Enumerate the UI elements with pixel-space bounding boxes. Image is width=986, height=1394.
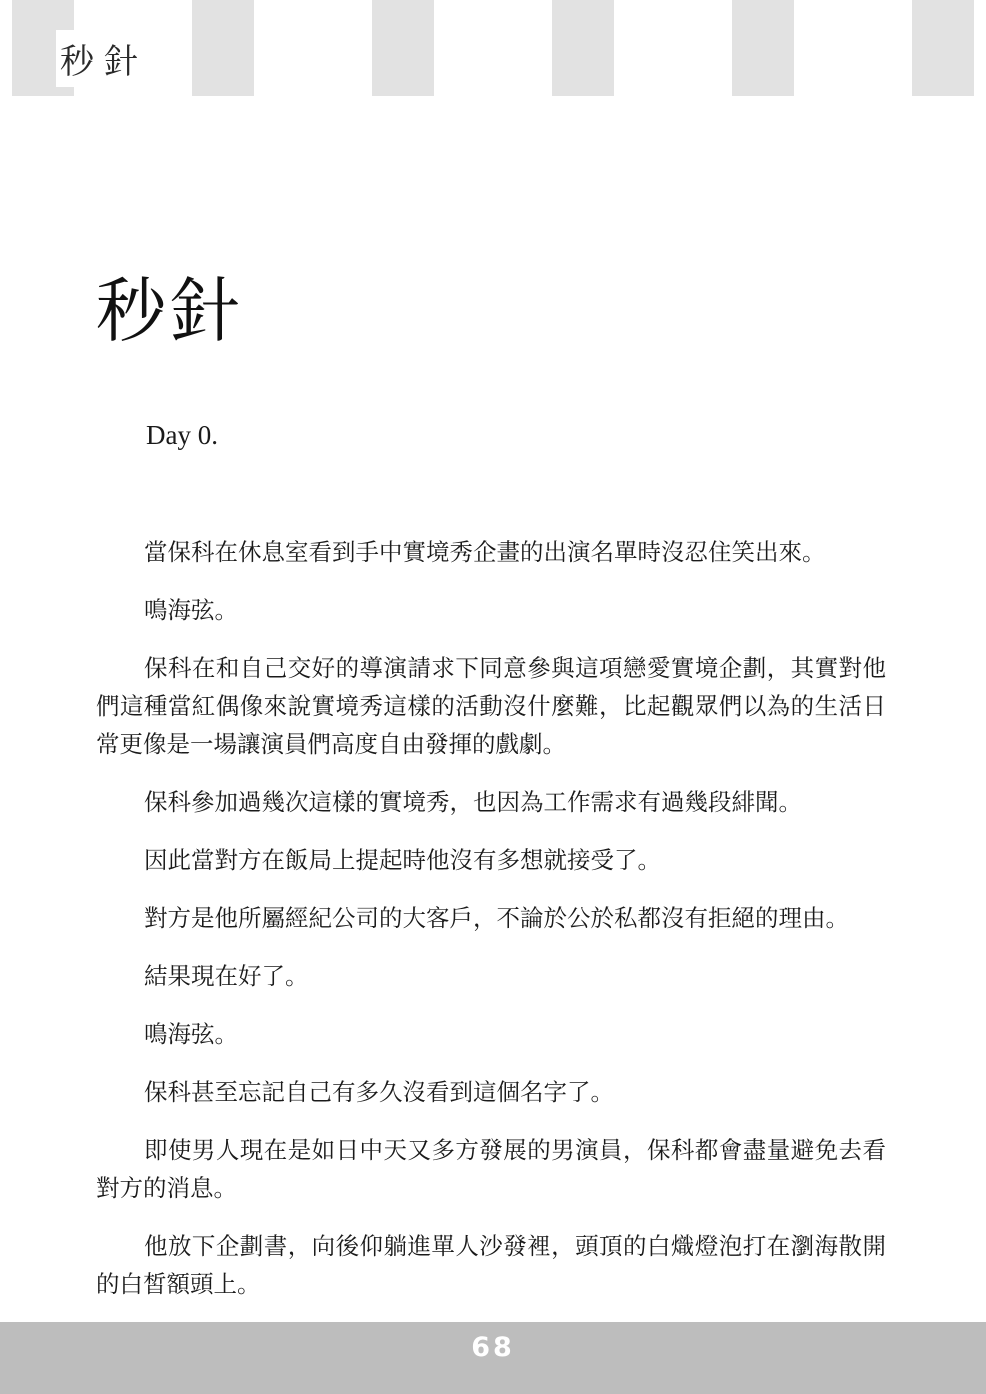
header-stripe: [372, 0, 434, 96]
paragraph: 鳴海弦。: [144, 596, 238, 624]
paragraph: 他放下企劃書，向後仰躺進單人沙發裡，頭頂的白熾燈泡打在瀏海散開的白皙額頭上。: [96, 1232, 886, 1298]
header-stripe: [192, 0, 254, 96]
paragraph: 因此當對方在飯局上提起時他沒有多想就接受了。: [144, 846, 661, 874]
header-stripe: [912, 0, 974, 96]
chapter-title: 秒針: [96, 269, 244, 352]
paragraph: 鳴海弦。: [144, 1020, 238, 1048]
paragraph: 保科甚至忘記自己有多久沒看到這個名字了。: [144, 1078, 614, 1106]
body-text: [96, 533, 886, 1323]
header-stripe: [552, 0, 614, 96]
paragraph: 保科在和自己交好的導演請求下同意參與這項戀愛實境企劃，其實對他們這種當紅偶像來說實境秀這樣的活動沒什麼難，比起觀眾們以為的生活日常更像是一場讓演員們高度自由發揮的戲劇。: [96, 654, 886, 758]
page-number: 68: [471, 1332, 515, 1363]
paragraph: 保科參加過幾次這樣的實境秀，也因為工作需求有過幾段緋聞。: [144, 788, 802, 816]
paragraph: 對方是他所屬經紀公司的大客戶，不論於公於私都沒有拒絕的理由。: [144, 904, 849, 932]
paragraph: 結果現在好了。: [144, 962, 309, 990]
paragraph: 當保科在休息室看到手中實境秀企畫的出演名單時沒忍住笑出來。: [144, 538, 826, 566]
day-heading: Day 0.: [146, 420, 218, 450]
running-header-title: 秒針: [56, 30, 154, 87]
paragraph: 即使男人現在是如日中天又多方發展的男演員，保科都會盡量避免去看對方的消息。: [96, 1136, 886, 1202]
header-stripe: [732, 0, 794, 96]
